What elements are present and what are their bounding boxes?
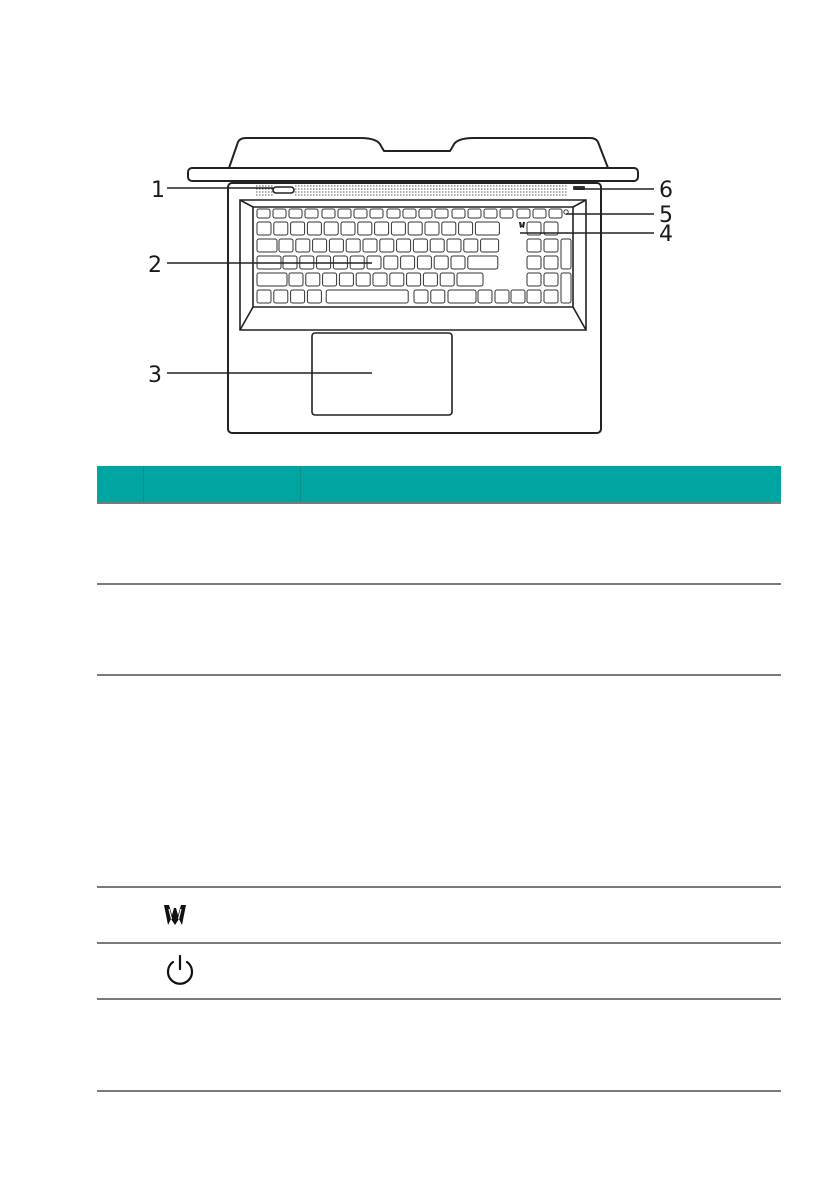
laptop-lid xyxy=(188,138,638,181)
keyboard-key xyxy=(459,222,473,235)
keyboard-key xyxy=(397,239,411,252)
keyboard-key xyxy=(384,256,398,269)
table-row xyxy=(97,676,781,888)
keyboard-key xyxy=(291,290,305,303)
keyboard-key xyxy=(561,273,571,303)
table-row xyxy=(97,888,781,944)
keyboard-key xyxy=(544,290,558,303)
keyboard-key xyxy=(457,273,483,286)
keyboard-key xyxy=(423,273,437,286)
keyboard-key xyxy=(549,209,562,218)
keyboard-key xyxy=(390,273,404,286)
keyboard-key xyxy=(257,222,271,235)
keyboard-key xyxy=(306,273,320,286)
keyboard-key xyxy=(291,222,305,235)
keyboard-key xyxy=(387,209,400,218)
keyboard-key xyxy=(257,209,270,218)
table-row xyxy=(97,944,781,1000)
keyboard-key xyxy=(561,239,571,269)
keyboard-key xyxy=(338,209,351,218)
keyboard-key xyxy=(475,222,499,235)
keyboard-key xyxy=(313,239,327,252)
keyboard-key xyxy=(527,239,541,252)
keyboard-key xyxy=(517,209,530,218)
keyboard-key xyxy=(354,209,367,218)
keyboard-key xyxy=(346,239,360,252)
keyboard-key xyxy=(329,239,343,252)
keyboard-key xyxy=(468,256,498,269)
keyboard-key xyxy=(408,222,422,235)
keyboard-key xyxy=(468,209,481,218)
keyboard-key xyxy=(274,222,288,235)
keyboard-key xyxy=(307,222,321,235)
keyboard-key xyxy=(375,222,389,235)
keyboard-key xyxy=(434,256,448,269)
callout-4: 4 xyxy=(659,222,673,247)
callout-2: 2 xyxy=(148,253,162,278)
touchpad xyxy=(312,333,452,415)
keyboard-key xyxy=(324,222,338,235)
header-cell-number xyxy=(97,466,143,502)
laptop-base xyxy=(228,183,601,433)
table-header xyxy=(97,466,781,504)
keyboard-key xyxy=(430,239,444,252)
table-row xyxy=(97,504,781,585)
callout-5: 5 xyxy=(659,203,673,228)
keyboard-key xyxy=(370,209,383,218)
keyboard-key xyxy=(442,222,456,235)
keyboard-key xyxy=(511,290,525,303)
keyboard-key xyxy=(440,273,454,286)
keyboard-key xyxy=(448,290,476,303)
keyboard-key xyxy=(307,290,321,303)
keyboard-key xyxy=(414,290,428,303)
callout-1: 1 xyxy=(151,178,165,203)
keyboard-key xyxy=(527,256,541,269)
speaker-grille xyxy=(256,186,568,195)
keyboard-key xyxy=(544,273,558,286)
power-icon xyxy=(163,954,197,988)
keyboard-key xyxy=(527,290,541,303)
keyboard-key xyxy=(305,209,318,218)
keyboard-key xyxy=(289,209,302,218)
keyboard-key xyxy=(544,256,558,269)
keyboard-key xyxy=(464,239,478,252)
keyboard-key xyxy=(403,209,416,218)
components-table xyxy=(97,466,781,1092)
keyboard-key xyxy=(257,273,287,286)
keyboard-key xyxy=(296,239,310,252)
keyboard-key xyxy=(419,209,432,218)
keyboard-key xyxy=(425,222,439,235)
header-cell-item xyxy=(300,466,781,502)
keyboard-key xyxy=(257,239,277,252)
keyboard-key xyxy=(544,239,558,252)
keyboard-key xyxy=(478,290,492,303)
keyboard-well xyxy=(240,200,586,330)
table-row xyxy=(97,1000,781,1092)
keyboard-key xyxy=(380,239,394,252)
keyboard-key xyxy=(451,256,465,269)
keyboard-key xyxy=(447,239,461,252)
keyboard-key xyxy=(484,209,497,218)
table-row xyxy=(97,585,781,676)
keyboard-key xyxy=(533,209,546,218)
keyboard-key xyxy=(356,273,370,286)
callout-3: 3 xyxy=(148,363,162,388)
keyboard-key xyxy=(326,290,408,303)
keyboard-key xyxy=(257,290,271,303)
fingerprint-reader xyxy=(273,187,294,193)
keyboard-key xyxy=(358,222,372,235)
keyboard-key xyxy=(363,239,377,252)
keyboard-key xyxy=(279,239,293,252)
keyboard-key xyxy=(339,273,353,286)
keyboard-key xyxy=(391,222,405,235)
callout-6: 6 xyxy=(659,178,673,203)
keyboard-key xyxy=(274,290,288,303)
keyboard-key xyxy=(322,209,335,218)
keyboard-key xyxy=(435,209,448,218)
keyboard-key xyxy=(417,256,431,269)
header-cell-icon xyxy=(143,466,300,502)
keyboard-key xyxy=(341,222,355,235)
keyboard-key xyxy=(273,209,286,218)
keyboard-key xyxy=(407,273,421,286)
keyboard-key xyxy=(452,209,465,218)
keyboard-key xyxy=(373,273,387,286)
keyboard-key xyxy=(481,239,499,252)
keyboard-key xyxy=(495,290,509,303)
keyboard-key xyxy=(289,273,303,286)
keyboard-key xyxy=(500,209,513,218)
keyboard-key xyxy=(413,239,427,252)
laptop-top-view-diagram xyxy=(0,0,839,460)
keyboard-key xyxy=(401,256,415,269)
predator-logo-icon xyxy=(163,903,187,927)
diagram-predator-key-mark xyxy=(519,222,525,228)
keyboard-key xyxy=(431,290,445,303)
keyboard-key xyxy=(323,273,337,286)
keyboard-key xyxy=(527,273,541,286)
